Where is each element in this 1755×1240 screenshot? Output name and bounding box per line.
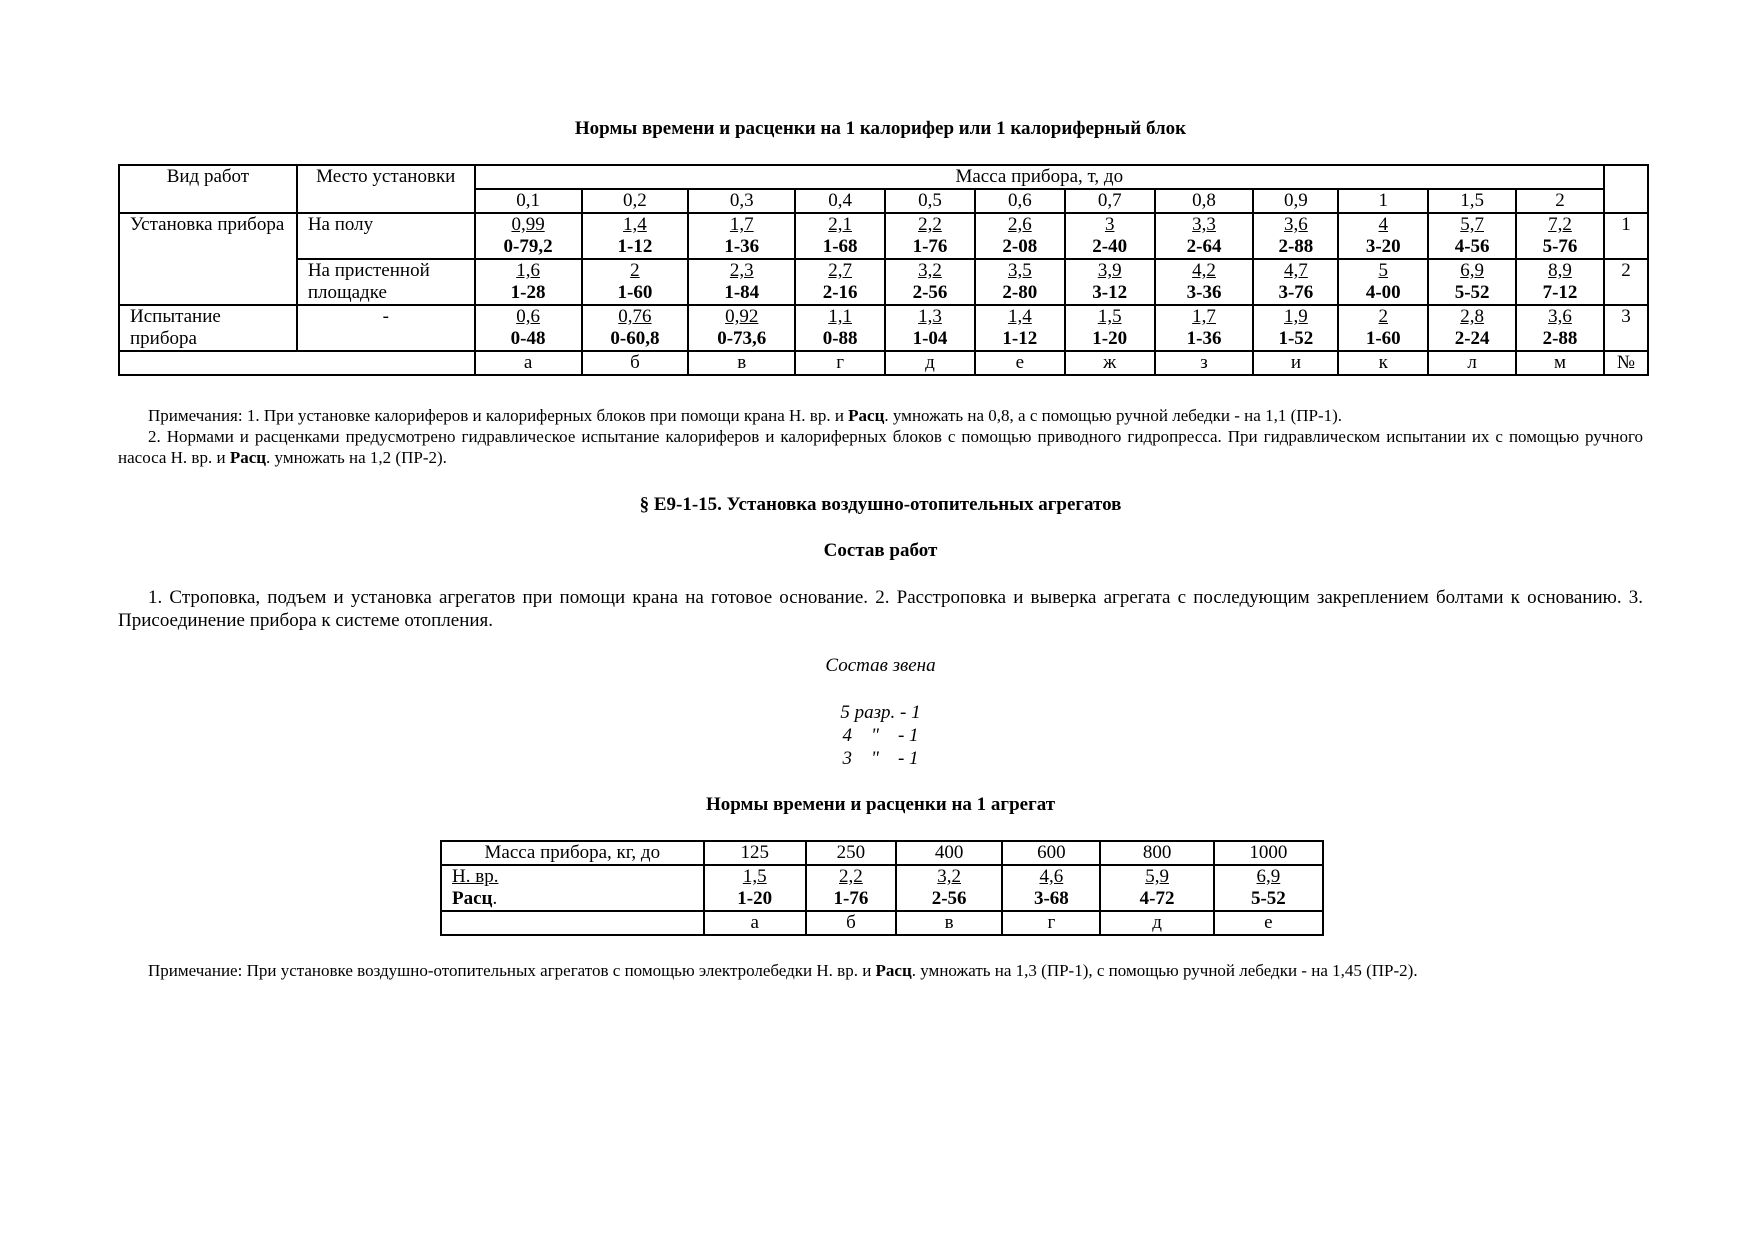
mass-value: 1 — [1338, 189, 1428, 213]
norm-cell — [688, 259, 795, 305]
mass-value: 2 — [1516, 189, 1604, 213]
norm-time-label: Н. вр. — [452, 866, 499, 887]
norm-cell — [582, 213, 689, 259]
norm-cell — [1428, 213, 1516, 259]
norm-cell — [1516, 213, 1604, 259]
table1-body — [119, 165, 1648, 375]
rate: 1-68 — [822, 236, 858, 257]
column-letter: е — [975, 351, 1065, 375]
norm-time: 5 — [1378, 260, 1389, 281]
column-letter: б — [582, 351, 689, 375]
norm-cell — [795, 305, 885, 351]
table-row — [119, 213, 1648, 259]
rate: 1-12 — [617, 236, 653, 257]
header-work-type: Вид работ — [119, 165, 297, 213]
norm-cell — [795, 259, 885, 305]
column-letter: м — [1516, 351, 1604, 375]
crew-item: 4 " - 1 — [842, 725, 919, 746]
column-letter: г — [1002, 911, 1100, 935]
rate: 1-12 — [1002, 328, 1038, 349]
norm-cell — [885, 305, 975, 351]
place: На пристенной площадке — [297, 259, 475, 305]
norm-time: 3 — [1104, 214, 1115, 235]
section-title: § Е9-1-15. Установка воздушно-отопительных агрегатов — [639, 494, 1122, 515]
rate: 4-56 — [1454, 236, 1490, 257]
rate: 2-56 — [931, 888, 967, 909]
work-type: Установка прибора — [119, 213, 297, 305]
row-number: 1 — [1604, 213, 1648, 259]
mass-value: 1,5 — [1428, 189, 1516, 213]
table-row — [119, 305, 1648, 351]
rate: 1-84 — [724, 282, 760, 303]
rate: 2-08 — [1002, 236, 1038, 257]
letters-row — [119, 351, 1648, 375]
norm-cell — [1253, 259, 1338, 305]
norm-cell — [688, 305, 795, 351]
norm-time: 0,92 — [725, 306, 759, 327]
norm-cell — [1516, 305, 1604, 351]
norm-time: 0,6 — [516, 306, 540, 327]
norm-cell — [475, 259, 582, 305]
norm-cell — [1338, 213, 1428, 259]
rate: 3-68 — [1033, 888, 1069, 909]
letters-empty — [441, 911, 704, 935]
note-2: 2. Нормами и расценками предусмотрено гидравлическое испытание калориферов и калориферных блоков с помощью приводного гидропресса. При гидравлическом испытании их с помощью ручного насоса Н. вр. и Расц. умножать на 1,2 (ПР-2). — [118, 427, 1643, 467]
mass-value: 0,9 — [1253, 189, 1338, 213]
header-row — [119, 165, 1648, 189]
column-letter: б — [806, 911, 896, 935]
table2-title: Нормы времени и расценки на 1 агрегат — [705, 794, 1056, 815]
rate: 2-80 — [1002, 282, 1038, 303]
norm-time: 3,2 — [937, 866, 961, 887]
mass-value: 0,3 — [688, 189, 795, 213]
norm-cell — [975, 213, 1065, 259]
norm-time: 5,7 — [1460, 214, 1484, 235]
rate: 3-76 — [1278, 282, 1314, 303]
mass-value: 800 — [1100, 841, 1213, 865]
column-letter: в — [688, 351, 795, 375]
norm-time: 3,5 — [1007, 260, 1032, 281]
crew-item: 3 " - 1 — [842, 748, 919, 769]
norm-time: 3,9 — [1097, 260, 1122, 281]
norm-labels — [441, 865, 704, 911]
rate-label-suffix: . — [492, 888, 498, 909]
mass-value: 125 — [704, 841, 806, 865]
num-header: № — [1604, 351, 1648, 375]
mass-value: 0,7 — [1065, 189, 1155, 213]
norm-time: 2,7 — [828, 260, 852, 281]
norm-time: 1,7 — [729, 214, 754, 235]
norm-cell — [1065, 259, 1155, 305]
norm-cell — [1428, 305, 1516, 351]
rate-label — [452, 888, 699, 910]
norm-time: 4,7 — [1284, 260, 1308, 281]
rate: 0-79,2 — [503, 236, 553, 257]
norm-time: 2,3 — [729, 260, 754, 281]
column-letter: з — [1155, 351, 1254, 375]
column-letter: а — [704, 911, 806, 935]
rate: 0-48 — [510, 328, 546, 349]
rate-label-text: Расц — [452, 888, 493, 909]
norm-time: 1,3 — [918, 306, 942, 327]
norm-cell — [1338, 305, 1428, 351]
rate: 1-60 — [617, 282, 653, 303]
norm-cell — [1253, 213, 1338, 259]
rate: 0-88 — [822, 328, 858, 349]
mass-value: 0,6 — [975, 189, 1065, 213]
norm-cell — [806, 865, 896, 911]
norm-cell — [896, 865, 1002, 911]
rate: 1-52 — [1278, 328, 1314, 349]
norm-time: 5,9 — [1145, 866, 1169, 887]
rate: 2-16 — [822, 282, 858, 303]
norm-cell — [1155, 259, 1254, 305]
place: На полу — [297, 213, 475, 259]
mass-value: 250 — [806, 841, 896, 865]
norm-cell — [1428, 259, 1516, 305]
norm-time: 1,1 — [828, 306, 852, 327]
rate: 2-24 — [1454, 328, 1490, 349]
norm-time: 8,9 — [1548, 260, 1572, 281]
norm-cell — [1516, 259, 1604, 305]
notes-block — [118, 405, 1643, 468]
mass-value: 0,4 — [795, 189, 885, 213]
letters-row — [441, 911, 1323, 935]
rate: 3-20 — [1365, 236, 1401, 257]
norm-cell — [1155, 213, 1254, 259]
rate: 2-56 — [912, 282, 948, 303]
column-letter: л — [1428, 351, 1516, 375]
work-type: Испытание прибора — [119, 305, 297, 351]
rate: 1-60 — [1365, 328, 1401, 349]
norm-cell — [1214, 865, 1323, 911]
note-1: Примечания: 1. При установке калориферов и калориферных блоков при помощи крана Н. вр. и Расц. умножать на 0,8, а с помощью ручной лебедки - на 1,1 (ПР-1). — [148, 406, 1343, 425]
norm-cell — [688, 213, 795, 259]
header-mass: Масса прибора, т, до — [475, 165, 1604, 189]
table2-body — [441, 841, 1323, 935]
norm-time: 1,7 — [1192, 306, 1216, 327]
norm-time: 3,3 — [1192, 214, 1216, 235]
column-letter: д — [885, 351, 975, 375]
norm-cell — [975, 259, 1065, 305]
row-number: 3 — [1604, 305, 1648, 351]
rate: 5-52 — [1454, 282, 1490, 303]
rate: 3-12 — [1092, 282, 1128, 303]
norm-cell — [704, 865, 806, 911]
mass-value: 600 — [1002, 841, 1100, 865]
column-letter: г — [795, 351, 885, 375]
rate: 5-52 — [1250, 888, 1286, 909]
crew-title: Состав звена — [825, 655, 936, 676]
norm-time: 6,9 — [1256, 866, 1281, 887]
rate: 3-36 — [1186, 282, 1222, 303]
norm-time: 1,5 — [1097, 306, 1122, 327]
norm-cell — [582, 305, 689, 351]
norm-cell — [1065, 213, 1155, 259]
header-empty — [1604, 165, 1648, 213]
norm-time: 0,99 — [511, 214, 545, 235]
composition-title: Состав работ — [823, 540, 938, 561]
rate: 2-88 — [1542, 328, 1578, 349]
mass-value: 0,2 — [582, 189, 689, 213]
note-aggregate: Примечание: При установке воздушно-отопительных агрегатов с помощью электролебедки Н. вр. и Расц. умножать на 1,3 (ПР-1), с помощью ручной лебедки - на 1,45 (ПР-2). — [148, 961, 1418, 980]
mass-row — [441, 841, 1323, 865]
mass-value: 1000 — [1214, 841, 1323, 865]
column-letter: д — [1100, 911, 1213, 935]
norm-time: 2 — [630, 260, 640, 281]
norm-time: 6,9 — [1460, 260, 1484, 281]
rate: 5-76 — [1542, 236, 1578, 257]
norm-time: 2,6 — [1007, 214, 1032, 235]
rate: 1-76 — [912, 236, 948, 257]
norm-cell — [475, 305, 582, 351]
norm-time: 3,6 — [1548, 306, 1572, 327]
norm-time: 3,2 — [918, 260, 942, 281]
column-letter: а — [475, 351, 582, 375]
rate: 1-36 — [724, 236, 760, 257]
norm-cell — [1155, 305, 1254, 351]
mass-label: Масса прибора, кг, до — [441, 841, 704, 865]
norm-time: 1,5 — [742, 866, 767, 887]
norm-time: 4 — [1378, 214, 1389, 235]
norms-table-2 — [440, 840, 1324, 936]
rate: 2-88 — [1278, 236, 1314, 257]
rate: 7-12 — [1542, 282, 1578, 303]
norm-cell — [1253, 305, 1338, 351]
norm-cell — [975, 305, 1065, 351]
rate: 4-00 — [1365, 282, 1401, 303]
norm-time: 2 — [1378, 306, 1389, 327]
norm-time: 3,6 — [1284, 214, 1308, 235]
norm-time: 2,1 — [828, 214, 852, 235]
norm-time: 1,4 — [623, 214, 647, 235]
norm-cell — [1100, 865, 1213, 911]
norm-cell — [885, 213, 975, 259]
norm-time: 2,8 — [1460, 306, 1484, 327]
mass-value: 0,5 — [885, 189, 975, 213]
rate: 1-20 — [1092, 328, 1128, 349]
norm-time: 0,76 — [618, 306, 652, 327]
column-letter: и — [1253, 351, 1338, 375]
header-place: Место установки — [297, 165, 475, 213]
rate: 1-20 — [737, 888, 773, 909]
mass-value: 400 — [896, 841, 1002, 865]
column-letter: е — [1214, 911, 1323, 935]
rate: 1-28 — [510, 282, 546, 303]
values-row — [441, 865, 1323, 911]
norm-time: 1,4 — [1007, 306, 1032, 327]
rate: 2-40 — [1092, 236, 1128, 257]
norms-table-1 — [118, 164, 1649, 376]
norm-time: 1,9 — [1284, 306, 1308, 327]
column-letter: ж — [1065, 351, 1155, 375]
composition-text: 1. Строповка, подъем и установка агрегатов при помощи крана на готовое основание. 2. Расстроповка и выверка агрегата с последующим закреплением болтами к основанию. 3. Присоединение прибора к системе отопления. — [118, 587, 1643, 631]
rate: 0-60,8 — [610, 328, 660, 349]
norm-time: 7,2 — [1548, 214, 1572, 235]
norm-cell — [475, 213, 582, 259]
norm-time: 2,2 — [918, 214, 942, 235]
table-row — [119, 259, 1648, 305]
mass-value: 0,1 — [475, 189, 582, 213]
norm-time: 2,2 — [839, 866, 863, 887]
norm-cell — [1002, 865, 1100, 911]
row-number: 2 — [1604, 259, 1648, 305]
letters-empty — [119, 351, 475, 375]
rate: 0-73,6 — [717, 328, 767, 349]
norm-time: 4,2 — [1192, 260, 1216, 281]
rate: 2-64 — [1186, 236, 1222, 257]
table1-title: Нормы времени и расценки на 1 калорифер или 1 калориферный блок — [574, 118, 1187, 139]
rate: 1-76 — [833, 888, 869, 909]
norm-cell — [582, 259, 689, 305]
rate: 1-04 — [912, 328, 948, 349]
norm-cell — [1065, 305, 1155, 351]
norm-time: 4,6 — [1039, 866, 1064, 887]
place: - — [297, 305, 475, 351]
mass-value: 0,8 — [1155, 189, 1254, 213]
crew-item: 5 разр. - 1 — [840, 702, 921, 723]
norm-cell — [1338, 259, 1428, 305]
column-letter: в — [896, 911, 1002, 935]
crew-list — [118, 701, 1643, 770]
norm-time: 1,6 — [516, 260, 540, 281]
rate: 1-36 — [1186, 328, 1222, 349]
norm-cell — [885, 259, 975, 305]
rate: 4-72 — [1139, 888, 1175, 909]
norm-cell — [795, 213, 885, 259]
column-letter: к — [1338, 351, 1428, 375]
